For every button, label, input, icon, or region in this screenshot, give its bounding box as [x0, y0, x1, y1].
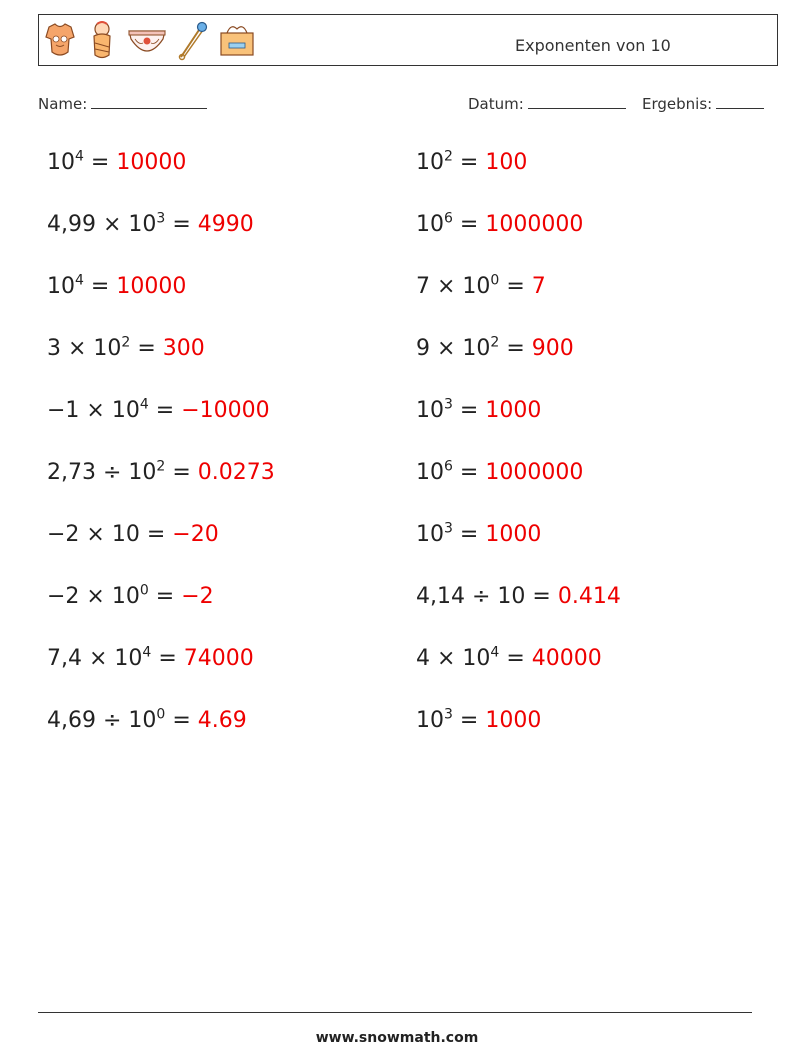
- answer: −20: [172, 522, 219, 547]
- problem-expression: 7 × 10: [416, 274, 491, 299]
- equals-sign: =: [165, 212, 198, 237]
- problem-item: [416, 272, 546, 299]
- exponent: 2: [156, 458, 166, 475]
- answer: 900: [531, 336, 574, 361]
- exponent: 6: [444, 458, 453, 475]
- score-label: Ergebnis:: [642, 95, 713, 113]
- equals-sign: =: [165, 460, 198, 485]
- problem-expression: 10: [416, 460, 444, 485]
- problem-expression: 10: [416, 212, 444, 237]
- equals-sign: =: [452, 708, 486, 733]
- exponent: 0: [490, 272, 500, 289]
- answer: −10000: [181, 398, 270, 423]
- answer: 0.414: [557, 584, 621, 609]
- problem-expression: −1 × 10: [47, 398, 140, 423]
- problem-expression: 4,69 ÷ 10: [47, 708, 157, 733]
- problem-item: [47, 582, 214, 609]
- equals-sign: =: [452, 460, 486, 485]
- exponent: 3: [444, 520, 453, 537]
- problem-item: [416, 148, 528, 175]
- score-field: [642, 94, 764, 113]
- worksheet-header: [38, 14, 778, 66]
- problem-expression: 10: [47, 150, 75, 175]
- problem-expression: 3 × 10: [47, 336, 122, 361]
- exponent: 3: [444, 396, 453, 413]
- answer: 10000: [116, 150, 187, 175]
- problem-expression: 9 × 10: [416, 336, 491, 361]
- answer: 1000: [485, 708, 542, 733]
- answer: 300: [162, 336, 205, 361]
- equals-sign: =: [499, 646, 532, 671]
- answer: 7: [531, 274, 546, 299]
- equals-sign: =: [452, 522, 486, 547]
- equals-sign: =: [139, 522, 173, 547]
- problem-expression: 10: [416, 150, 444, 175]
- exponent: 4: [142, 644, 152, 661]
- problem-item: [47, 458, 275, 485]
- answer: 1000: [485, 398, 542, 423]
- date-blank[interactable]: [528, 94, 626, 109]
- problem-item: [416, 644, 602, 671]
- exponent: 4: [490, 644, 500, 661]
- exponent: 0: [156, 706, 166, 723]
- equals-sign: =: [452, 150, 486, 175]
- equals-sign: =: [130, 336, 163, 361]
- exponent: 6: [444, 210, 453, 227]
- problem-item: [416, 586, 621, 608]
- exponent: 4: [75, 272, 84, 289]
- exponent: 4: [75, 148, 84, 165]
- score-blank[interactable]: [716, 94, 764, 109]
- equals-sign: =: [148, 398, 182, 423]
- answer: 74000: [183, 646, 254, 671]
- problem-item: [416, 334, 574, 361]
- date-field: [468, 94, 626, 113]
- answer: 100: [485, 150, 528, 175]
- problem-expression: 4,14 ÷ 10: [416, 584, 526, 609]
- equals-sign: =: [83, 274, 117, 299]
- problem-expression: 10: [416, 398, 444, 423]
- answer: 1000: [485, 522, 542, 547]
- problem-expression: 10: [47, 274, 75, 299]
- problem-expression: 2,73 ÷ 10: [47, 460, 157, 485]
- answer: 10000: [116, 274, 187, 299]
- date-label: Datum:: [468, 95, 524, 113]
- equals-sign: =: [452, 398, 486, 423]
- problem-item: [47, 396, 270, 423]
- problem-expression: 10: [416, 708, 444, 733]
- header-icons: [43, 19, 257, 61]
- problem-item: [47, 524, 219, 546]
- equals-sign: =: [83, 150, 117, 175]
- equals-sign: =: [499, 336, 532, 361]
- equals-sign: =: [148, 584, 182, 609]
- exponent: 3: [156, 210, 166, 227]
- equals-sign: =: [452, 212, 486, 237]
- problem-item: [47, 272, 187, 299]
- name-blank[interactable]: [91, 94, 207, 109]
- equals-sign: =: [525, 584, 558, 609]
- problem-item: [47, 706, 247, 733]
- answer: −2: [181, 584, 214, 609]
- swaddled-baby-icon: [85, 19, 119, 61]
- problem-item: [416, 520, 542, 547]
- equals-sign: =: [499, 274, 532, 299]
- problem-item: [416, 210, 584, 237]
- exponent: 2: [121, 334, 131, 351]
- answer: 4.69: [197, 708, 247, 733]
- exponent: 3: [444, 706, 453, 723]
- exponent: 0: [139, 582, 149, 599]
- problem-item: [47, 334, 205, 361]
- problem-item: [416, 458, 584, 485]
- problem-expression: 10: [416, 522, 444, 547]
- footer-divider: [38, 1012, 752, 1013]
- answer: 4990: [197, 212, 254, 237]
- answer: 1000000: [485, 212, 584, 237]
- problem-expression: 4 × 10: [416, 646, 491, 671]
- answer: 0.0273: [197, 460, 275, 485]
- problem-item: [47, 644, 254, 671]
- problem-expression: −2 × 10: [47, 584, 140, 609]
- problem-expression: 4,99 × 10: [47, 212, 157, 237]
- exponent: 4: [139, 396, 149, 413]
- answer: 40000: [531, 646, 602, 671]
- safety-pin-icon: [175, 19, 209, 61]
- problem-expression: −2 × 10: [47, 522, 140, 547]
- baby-bodysuit-icon: [43, 19, 77, 61]
- diaper-icon: [127, 19, 167, 61]
- problem-item: [47, 148, 187, 175]
- equals-sign: =: [151, 646, 184, 671]
- equals-sign: =: [165, 708, 198, 733]
- tissue-box-icon: [217, 19, 257, 61]
- problem-item: [47, 210, 254, 237]
- answer: 1000000: [485, 460, 584, 485]
- name-field: [38, 94, 207, 113]
- problem-item: [416, 706, 542, 733]
- problem-item: [416, 396, 542, 423]
- footer-url: www.snowmath.com: [315, 1030, 479, 1046]
- name-label: Name:: [38, 95, 88, 113]
- problem-expression: 7,4 × 10: [47, 646, 143, 671]
- exponent: 2: [444, 148, 453, 165]
- worksheet-title: Exponenten von 10: [515, 36, 671, 55]
- exponent: 2: [490, 334, 500, 351]
